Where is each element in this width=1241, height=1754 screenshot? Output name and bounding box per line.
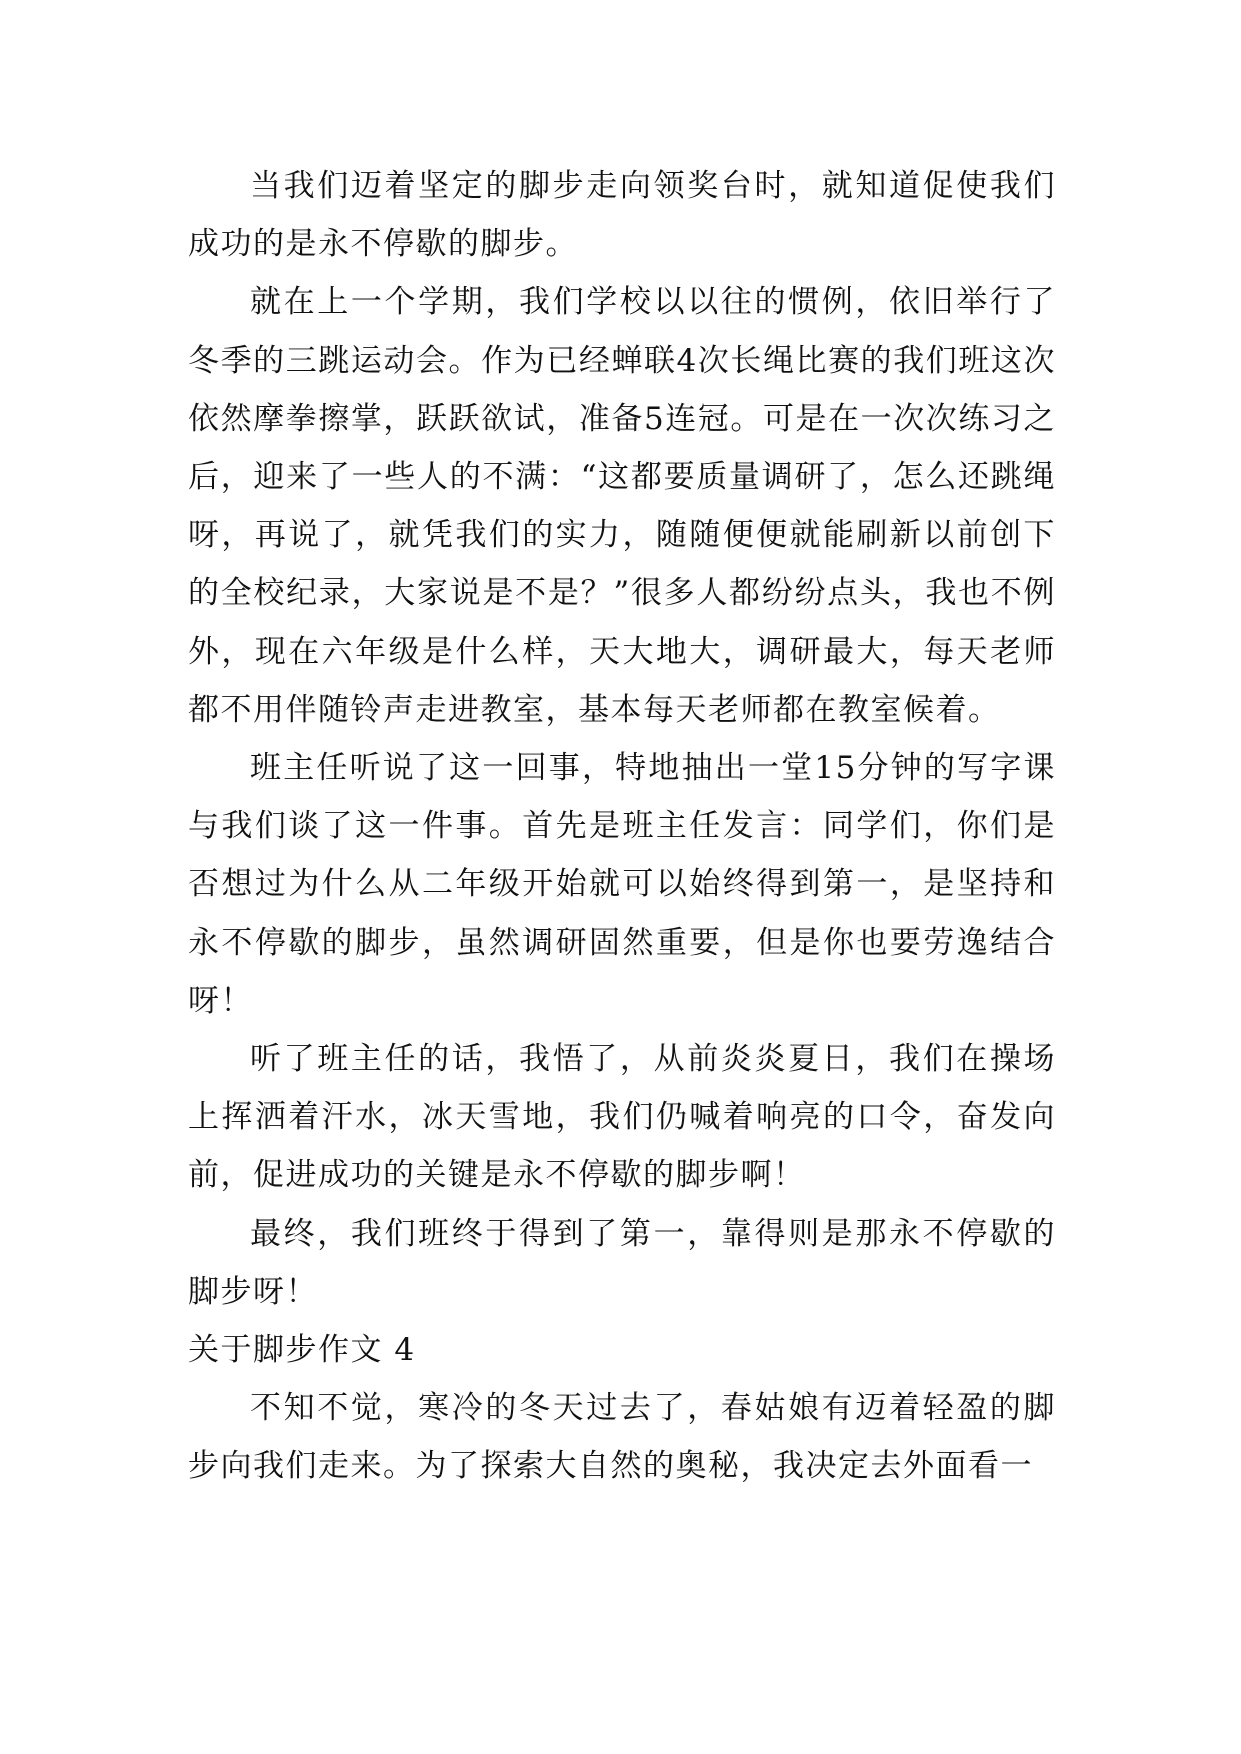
paragraph-4: 听了班主任的话，我悟了，从前炎炎夏日，我们在操场上挥洒着汗水，冰天雪地，我们仍喊着响亮的口令，奋发向前，促进成功的关键是永不停歇的脚步啊！ (188, 1041, 1056, 1194)
paragraph-2: 就在上一个学期，我们学校以以往的惯例，依旧举行了冬季的三跳运动会。作为已经蝉联4次长绳比赛的我们班这次依然摩拳擦掌，跃跃欲试，准备5连冠。可是在一次次练习之后，迎来了一些人的不满：“这都要质量调研了，怎么还跳绳呀，再说了，就凭我们的实力，随随便便就能刷新以前创下的全校纪录，大家说是不是？”很多人都纷纷点头，我也不例外，现在六年级是什么样，天大地大，调研最大，每天老师都不用伴随铃声走进教室，基本每天老师都在教室候着。 (188, 284, 1056, 728)
paragraph-6: 不知不觉，寒冷的冬天过去了，春姑娘有迈着轻盈的脚步向我们走来。为了探索大自然的奥秘，我决定去外面看一 (188, 1390, 1056, 1485)
section-heading: 关于脚步作文 4 (188, 1332, 416, 1369)
paragraph-1: 当我们迈着坚定的脚步走向领奖台时，就知道促使我们成功的是永不停歇的脚步。 (188, 168, 1056, 263)
paragraph-3: 班主任听说了这一回事，特地抽出一堂15分钟的写字课与我们谈了这一件事。首先是班主任发言：同学们，你们是否想过为什么从二年级开始就可以始终得到第一，是坚持和永不停歇的脚步，虽然调研固然重要，但是你也要劳逸结合呀！ (188, 750, 1056, 1019)
document-body (188, 157, 1056, 1496)
paragraph-5: 最终，我们班终于得到了第一，靠得则是那永不停歇的脚步呀！ (188, 1215, 1056, 1310)
